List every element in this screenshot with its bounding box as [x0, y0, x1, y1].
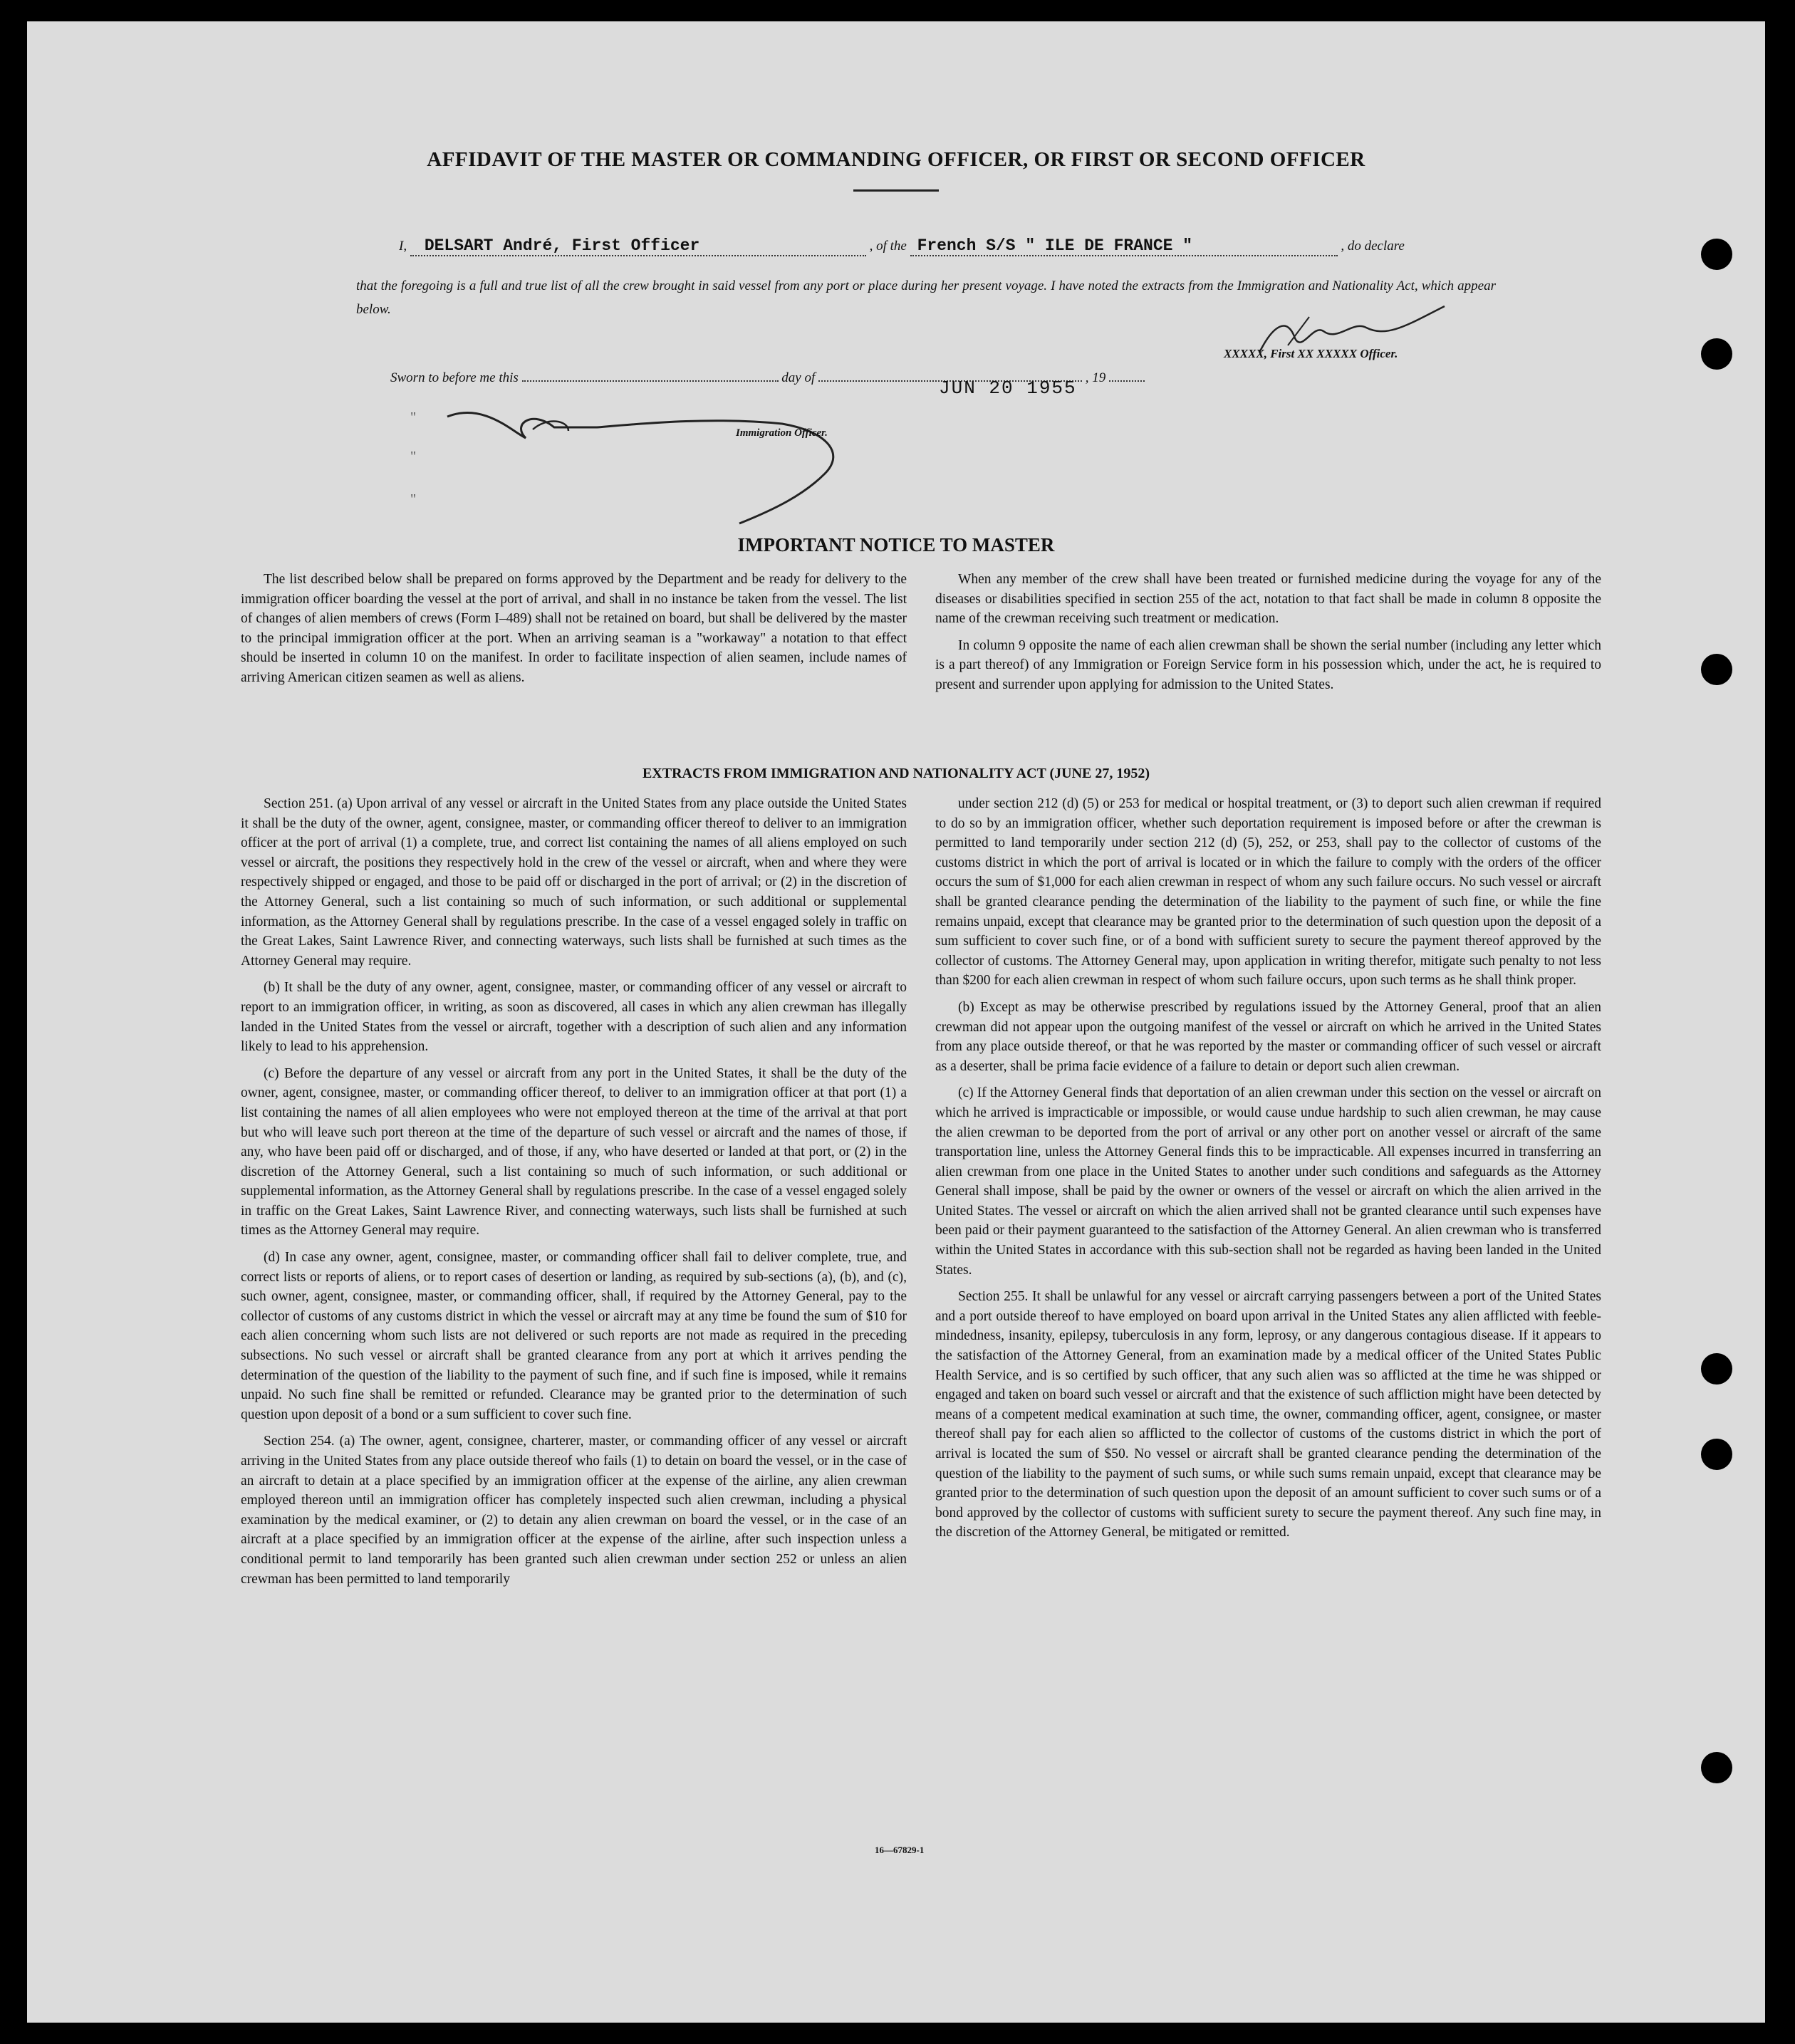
extracts-right-column	[935, 794, 1601, 1550]
extracts-title: EXTRACTS FROM IMMIGRATION AND NATIONALITY ACT (JUNE 27, 1952)	[642, 766, 1150, 781]
notice-right-column	[935, 570, 1601, 702]
extract-paragraph: Section 255. It shall be unlawful for any vessel or aircraft carrying passengers between a port of the United States and a port outside thereof to have employed on board upon arrival in the United States any alien afflicted with feeble-mindedness, insanity, epilepsy, tuberculosis in any form, leprosy, or any dangerous contagious disease. If it appears to the satisfaction of the Attorney General, from an examination made by a medical officer of the United States Public Health Service, and is so certified by such officer, that any such alien was so afflicted at the time he was shipped or engaged and taken on board such vessel or aircraft and that the existence of such affliction might have been detected by means of a competent medical examination at such time, the owner, commanding officer, agent, consignee, or master thereof shall pay for each alien so afflicted to the collector of customs of the customs district in which the port of arrival is located the sum of $50. No vessel or aircraft shall be granted clearance pending the determination of the question of the liability to the payment of such sums, or while such sums remain unpaid, except that clearance may be granted prior to the determination of such question upon the deposit of an amount sufficient to cover such sums or of a bond approved by the collector of customs with sufficient surety to secure the payment thereof. Any such fine may, in the discretion of the Attorney General, be mitigated or remitted.	[935, 1289, 1601, 1540]
ditto-mark: "	[410, 410, 417, 425]
notice-paragraph: In column 9 opposite the name of each alien crewman shall be shown the serial number (including any letter which is a part thereof) of any Immigration or Foreign Service form in his possession which, under the act, he is required to present and surrender upon applying for admission to the United States.	[935, 637, 1601, 692]
sworn-label: Sworn to before me this	[390, 370, 519, 385]
date-stamp: JUN 20 1955	[939, 377, 1077, 399]
form-number: 16—67829-1	[875, 1845, 925, 1855]
punch-hole	[1701, 1439, 1732, 1470]
sworn-day-field	[522, 380, 779, 382]
ditto-mark: "	[410, 449, 417, 464]
do-declare-label: , do declare	[1341, 239, 1405, 254]
affidavit-title: AFFIDAVIT OF THE MASTER OR COMMANDING OFFICER, OR FIRST OR SECOND OFFICER	[427, 148, 1365, 171]
officer-name: DELSART André, First Officer	[424, 236, 700, 255]
day-of-label: day of	[781, 370, 816, 385]
vessel-name: French S/S " ILE DE FRANCE "	[917, 236, 1193, 255]
title-rule	[853, 189, 939, 192]
officer-role-label: XXXXX, First XX XXXXX Officer.	[1224, 347, 1398, 360]
extract-paragraph: Section 254. (a) The owner, agent, consignee, charterer, master, or commanding officer of any vessel or aircraft arriving in the United States from any place outside thereof who fails (1) to detain on board the vessel, or in the case of an aircraft to detain at a place specified by an immigration officer at the expense of the airline, any alien crewman employed thereon until an immigration officer has completely inspected such alien crewman, including a physical examination by the medical examiner, or (2) to detain any alien crewman on board the vessel, or in the case of an aircraft at a place specified by an immigration officer at the expense of the airline, after such inspection unless a conditional permit to land temporarily has been granted such alien crewman under section 252 or unless an alien crewman has been permitted to land temporarily	[241, 1434, 907, 1587]
punch-hole	[1701, 654, 1732, 685]
extracts-left-column	[241, 794, 907, 1596]
punch-hole	[1701, 1752, 1732, 1783]
year-label: , 19	[1085, 370, 1106, 385]
punch-hole	[1701, 1353, 1732, 1385]
i-label: I,	[399, 239, 407, 254]
declaration-line	[399, 236, 1405, 256]
immigration-officer-label: Immigration Officer.	[736, 427, 828, 439]
declaration-text: that the foregoing is a full and true list of all the crew brought in said vessel from any port or place during her present voyage. I have noted the extracts from the Immigration and Nationality Act, which appear below.	[356, 278, 1496, 317]
punch-hole	[1701, 239, 1732, 270]
notice-paragraph: When any member of the crew shall have been treated or furnished medicine during the voyage for any of the diseases or disabilities specified in section 255 of the act, notation to that fact shall be made in column 8 opposite the name of the crewman receiving such treatment or medication.	[935, 572, 1601, 627]
extract-paragraph: (c) If the Attorney General finds that deportation of an alien crewman under this section on the vessel or aircraft on which he arrived is impracticable or impossible, or would cause undue hardship to such alien crewman, he may cause the alien crewman to be deported from the port of arrival or any other port on another vessel or aircraft of the same transportation line, unless the Attorney General finds this to be impracticable. All expenses incurred in transferring an alien crewman from one place in the United States to another under such conditions and safeguards as the Attorney General shall impose, shall be paid by the owner or owners of the vessel or aircraft on which the alien arrived in the United States. The vessel or aircraft on which the alien arrived shall not be granted clearance until such expenses have been paid or their payment guaranteed to the satisfaction of the Attorney General. An alien crewman who is transferred within the United States in accordance with this sub-section shall not be regarded as having been landed in the United States.	[935, 1085, 1601, 1278]
extract-paragraph: Section 251. (a) Upon arrival of any vessel or aircraft in the United States from any place outside the United States it shall be the duty of the owner, agent, consignee, master, or commanding officer thereof to deliver to an immigration officer at the port of arrival (1) a complete, true, and correct list containing the names of all aliens employed on such vessel or aircraft, the positions they respectively hold in the crew of the vessel or aircraft, when and where they were respectively shipped or engaged, and those to be paid off or discharged in the port of arrival; or (2) in the discretion of the Attorney General, such a list containing so much of such information, or such additional or supplemental information, as the Attorney General shall by regulations prescribe. In the case of a vessel engaged solely in traffic on the Great Lakes, Saint Lawrence River, and connecting waterways, such lists shall be furnished at such times as the Attorney General may require.	[241, 796, 907, 969]
affidavit-page	[27, 21, 1765, 2023]
sworn-year-field	[1109, 380, 1145, 382]
ditto-mark: "	[410, 491, 417, 507]
extract-paragraph: (c) Before the departure of any vessel or aircraft from any port in the United States, it shall be the duty of the owner, agent, consignee, master, or commanding officer thereof, to deliver to an immigration officer at that port (1) a list containing the names of all alien employees who were not employed thereon at the time of the arrival at that port but who will leave such port thereon at the time of the departure of such vessel or aircraft and the names of those, if any, who have been paid off or discharged, and of those, if any, who have deserted or landed at that port, or (2) in the discretion of the Attorney General, such a list containing so much of such information, or such additional or supplemental information, as the Attorney General shall by regulations prescribe. In the case of a vessel engaged solely in traffic on the Great Lakes, Saint Lawrence River, and connecting waterways, such lists shall be furnished at such times as the Attorney General may require.	[241, 1065, 907, 1239]
extract-paragraph: (b) It shall be the duty of any owner, agent, consignee, master, or commanding officer of any vessel or aircraft to report to an immigration officer, in writing, as soon as discovered, all cases in which any alien crewman has illegally landed in the United States from the vessel or aircraft, together with a description of such alien and any information likely to lead to his apprehension.	[241, 980, 907, 1055]
officer-name-field	[410, 236, 866, 256]
extract-paragraph: (b) Except as may be otherwise prescribed by regulations issued by the Attorney General, proof that an alien crewman did not appear upon the outgoing manifest of the vessel or aircraft on which he arrived in the United States from any place outside thereof, or that he was reported by the master or commanding officer of such vessel or aircraft as a deserter, shall be prima facie evidence of a failure to detain or deport such alien crewman.	[935, 999, 1601, 1074]
extract-paragraph: (d) In case any owner, agent, consignee, master, or commanding officer shall fail to deliver complete, true, and correct lists or reports of aliens, or to report cases of desertion or landing, as required by sub-sections (a), (b), and (c), such owner, agent, consignee, master, or commanding officer, shall, if required by the Attorney General, pay to the collector of customs of any customs district in which the vessel or aircraft may at any time be found the sum of $10 for each alien concerning whom such lists are not delivered or such reports are not made as required in the preceding subsections. No such vessel or aircraft shall be granted clearance from any port at which it arrives pending the determination of the question of the liability to the payment of such fine, and if such fine is imposed, while it remains unpaid. No such fine shall be remitted or refunded. Clearance may be granted prior to the determination of such question upon deposit of a bond or a sum sufficient to cover such fine.	[241, 1250, 907, 1422]
notice-paragraph: The list described below shall be prepared on forms approved by the Department and be ready for delivery to the immigration officer boarding the vessel at the port of arrival, and shall in no instance be taken from the vessel. The list of changes of alien members of crews (Form I–489) shall not be retained on board, but shall be delivered by the master to the principal immigration officer at the port. When an arriving seaman is a "workaway" a notation to that effect should be inserted in column 10 on the manifest. In order to facilitate inspection of alien seamen, include names of arriving American citizen seamen as well as aliens.	[241, 572, 907, 685]
notice-left-column	[241, 570, 907, 695]
vessel-field	[910, 236, 1338, 256]
immigration-officer-signature	[426, 388, 925, 531]
extract-paragraph: under section 212 (d) (5) or 253 for medical or hospital treatment, or (3) to deport such alien crewman if required to do so by an immigration officer, whether such deportation requirement is imposed before or after the crewman is permitted to land temporarily under section 212 (d) (5), 252, or 253, shall pay to the collector of customs of the customs district in which the port of arrival is located or in which the failure to comply with the orders of the officer occurs the sum of $1,000 for each alien crewman in respect of whom any such failure occurs. No such vessel or aircraft shall be granted clearance pending the determination of the liability to the payment of such fine, or while the fine remains unpaid, except that clearance may be granted prior to the determination of such question upon the deposit of a sum sufficient to cover such fine, or of a bond with sufficient surety to secure the payment thereof approved by the collector of customs. The Attorney General may, upon application in writing therefor, mitigate such penalty to not less than $200 for each alien crewman in respect of whom such failure occurs, upon such terms as he shall think proper.	[935, 796, 1601, 989]
punch-hole	[1701, 338, 1732, 370]
of-the-label: , of the	[869, 239, 907, 254]
notice-title: IMPORTANT NOTICE TO MASTER	[737, 534, 1055, 556]
